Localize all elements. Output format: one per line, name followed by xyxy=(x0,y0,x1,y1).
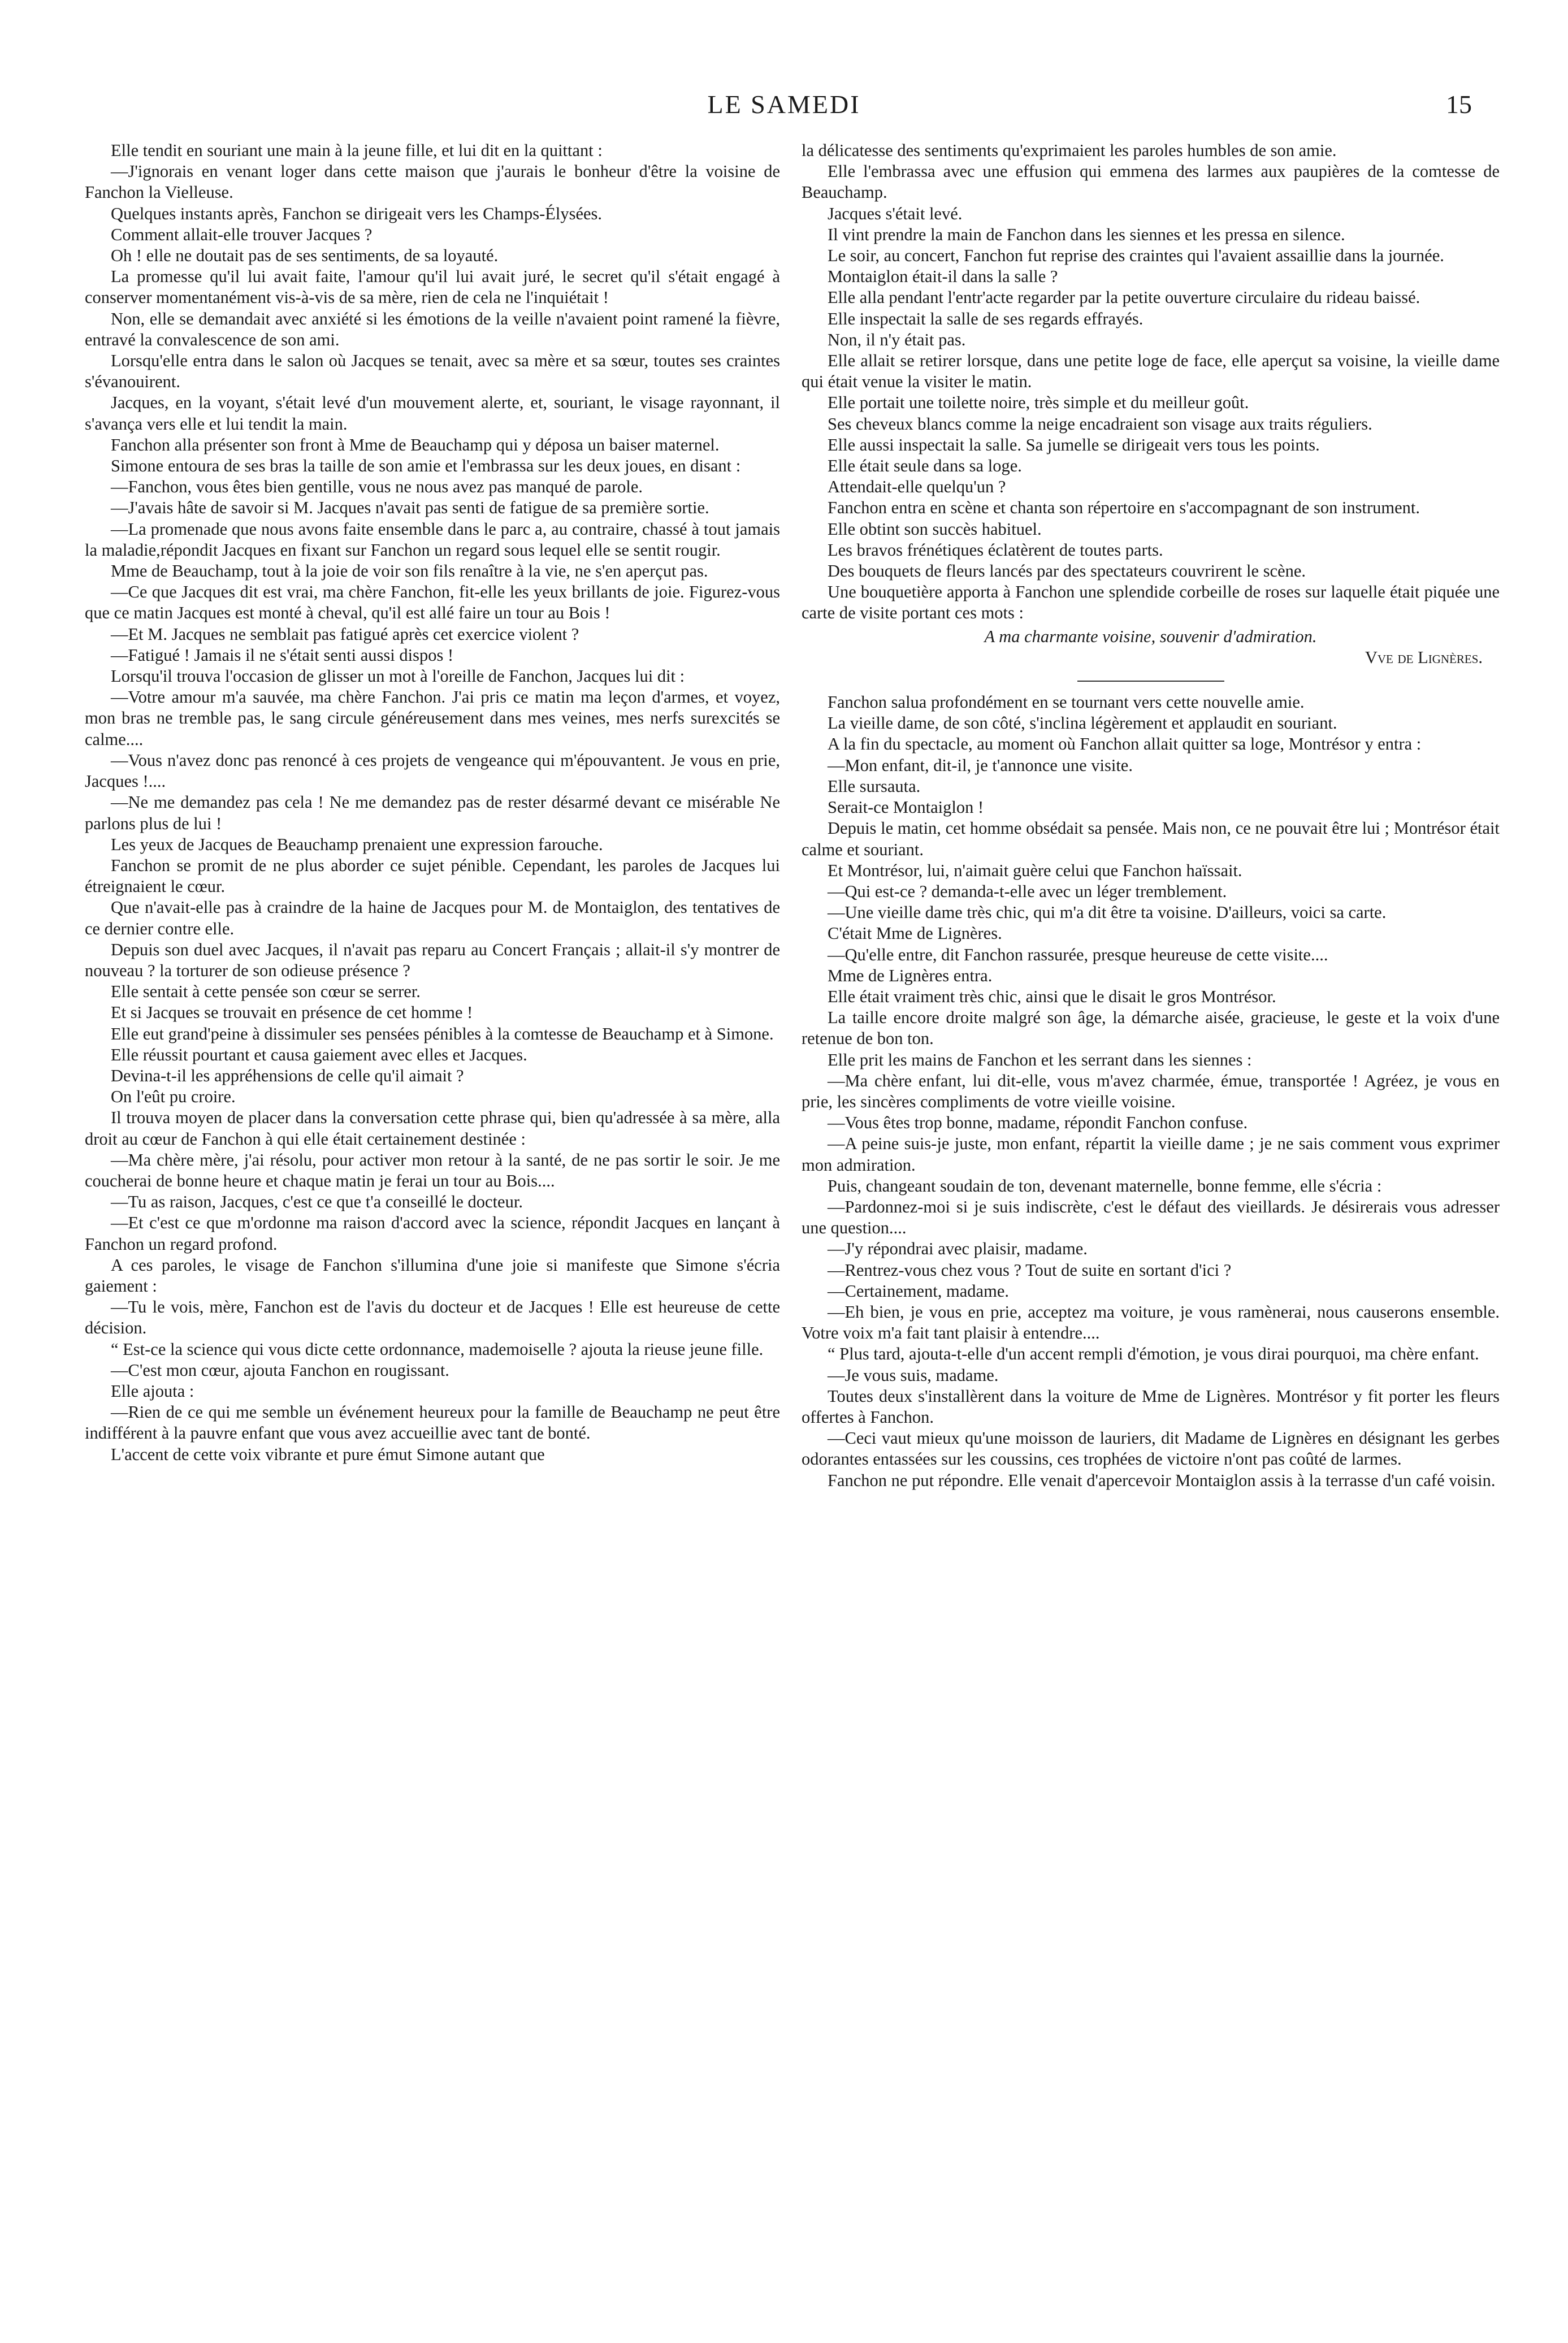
paragraph: Elle ajouta : xyxy=(111,1381,194,1401)
paragraph: Non, elle se demandait avec anxiété si les émotions de la veille n'avaient point ramené la fièvre, entravé la convalescence de son ami. xyxy=(85,309,780,349)
paragraph: Il trouva moyen de placer dans la conversation cette phrase qui, bien qu'adressée à sa mère, alla droit au cœur de Fanchon à qui elle était certainement destinée : xyxy=(85,1108,780,1149)
paragraph: Il vint prendre la main de Fanchon dans les siennes et les pressa en silence. xyxy=(828,224,1345,244)
paragraph: Fanchon salua profondément en se tournant vers cette nouvelle amie. xyxy=(828,692,1305,712)
left-text-column xyxy=(85,140,780,1465)
paragraph: Elle sentait à cette pensée son cœur se serrer. xyxy=(111,982,421,1002)
paragraph: Que n'avait-elle pas à craindre de la haine de Jacques pour M. de Montaiglon, des tentatives de ce dernier contre elle. xyxy=(85,898,780,938)
paragraph: —Rentrez-vous chez vous ? Tout de suite en sortant d'ici ? xyxy=(828,1260,1232,1280)
page-number: 15 xyxy=(1446,90,1472,119)
paragraph: —Tu le vois, mère, Fanchon est de l'avis du docteur et de Jacques ! Elle est heureuse de cette décision. xyxy=(85,1297,780,1338)
paragraph: —La promenade que nous avons faite ensemble dans le parc a, au contraire, chassé à tout jamais la maladie,répondit Jacques en fixant sur Fanchon un regard sous lequel elle se sentit rougir. xyxy=(85,519,780,560)
paragraph: Elle était seule dans sa loge. xyxy=(828,456,1022,476)
paragraph: Depuis le matin, cet homme obsédait sa pensée. Mais non, ce ne pouvait être lui ; Montrésor était calme et souriant. xyxy=(802,818,1500,859)
paragraph: Attendait-elle quelqu'un ? xyxy=(828,477,1006,497)
paragraph: Elle aussi inspectait la salle. Sa jumelle se dirigeait vers tous les points. xyxy=(828,435,1320,454)
paragraph: —Vous êtes trop bonne, madame, répondit Fanchon confuse. xyxy=(828,1113,1248,1133)
paragraph: C'était Mme de Lignères. xyxy=(828,924,1002,943)
right-text-column xyxy=(802,140,1500,1491)
paragraph: —Qu'elle entre, dit Fanchon rassurée, presque heureuse de cette visite.... xyxy=(828,945,1328,964)
paragraph: —Tu as raison, Jacques, c'est ce que t'a conseillé le docteur. xyxy=(111,1192,523,1212)
paragraph: —Rien de ce qui me semble un événement heureux pour la famille de Beauchamp ne peut être indifférent à la pauvre enfant que vous avez accueillie avec tant de bonté. xyxy=(85,1402,780,1443)
paragraph: Oh ! elle ne doutait pas de ses sentiments, de sa loyauté. xyxy=(111,246,499,266)
paragraph: Ses cheveux blancs comme la neige encadraient son visage aux traits réguliers. xyxy=(828,414,1372,434)
paragraph: Fanchon se promit de ne plus aborder ce sujet pénible. Cependant, les paroles de Jacques lui étreignaient le cœur. xyxy=(85,855,780,897)
paragraph: Lorsqu'elle entra dans le salon où Jacques se tenait, avec sa mère et sa sœur, toutes ses craintes s'évanouirent. xyxy=(85,351,780,392)
journal-title: LE SAMEDI xyxy=(707,90,861,119)
paragraph: Serait-ce Montaiglon ! xyxy=(828,798,984,817)
paragraph: —Fatigué ! Jamais il ne s'était senti aussi dispos ! xyxy=(111,645,454,665)
paragraph: —Et M. Jacques ne semblait pas fatigué après cet exercice violent ? xyxy=(111,624,579,644)
paragraph: —Ceci vaut mieux qu'une moisson de lauriers, dit Madame de Lignères en désignant les gerbes odorantes entassées sur les coussins, ces trophées de victoire n'ont pas coûté de larmes. xyxy=(802,1428,1500,1469)
visiting-card-dedication: A ma charmante voisine, souvenir d'admiration. xyxy=(984,626,1317,646)
paragraph: “ Est-ce la science qui vous dicte cette ordonnance, mademoiselle ? ajouta la rieuse jeune fille. xyxy=(111,1339,764,1359)
paragraph: Elle était vraiment très chic, ainsi que le disait le gros Montrésor. xyxy=(828,986,1276,1006)
paragraph: —J'avais hâte de savoir si M. Jacques n'avait pas senti de fatigue de sa première sortie. xyxy=(111,498,709,518)
paragraph: Puis, changeant soudain de ton, devenant maternelle, bonne femme, elle s'écria : xyxy=(828,1176,1382,1196)
paragraph: Toutes deux s'installèrent dans la voiture de Mme de Lignères. Montrésor y fit porter les fleurs offertes à Fanchon. xyxy=(802,1386,1500,1427)
paragraph: Mme de Lignères entra. xyxy=(828,965,993,985)
paragraph: Fanchon entra en scène et chanta son répertoire en s'accompagnant de son instrument. xyxy=(828,498,1420,518)
paragraph: Et si Jacques se trouvait en présence de cet homme ! xyxy=(111,1003,473,1023)
right-column-bottom-text xyxy=(802,692,1500,1491)
paragraph: Elle l'embrassa avec une effusion qui emmena des larmes aux paupières de la comtesse de Beauchamp. xyxy=(802,162,1500,202)
paragraph: —Je vous suis, madame. xyxy=(828,1365,999,1385)
paragraph: Des bouquets de fleurs lancés par des spectateurs couvrirent le scène. xyxy=(828,561,1306,581)
paragraph: Elle eut grand'peine à dissimuler ses pensées pénibles à la comtesse de Beauchamp et à Simone. xyxy=(111,1024,774,1043)
paragraph: Elle allait se retirer lorsque, dans une petite loge de face, elle aperçut sa voisine, la vieille dame qui était venue la visiter le matin. xyxy=(802,351,1500,392)
paragraph: Jacques s'était levé. xyxy=(828,203,963,223)
paragraph: —Ne me demandez pas cela ! Ne me demandez pas de rester désarmé devant ce misérable Ne parlons plus de lui ! xyxy=(85,792,780,833)
paragraph: —A peine suis-je juste, mon enfant, répartit la vieille dame ; je ne sais comment vous exprimer mon admiration. xyxy=(802,1134,1500,1175)
paragraph: —Pardonnez-moi si je suis indiscrète, c'est le défaut des vieillards. Je désirerais vous adresser une question.... xyxy=(802,1197,1500,1238)
paragraph: Et Montrésor, lui, n'aimait guère celui que Fanchon haïssait. xyxy=(828,860,1242,880)
paragraph: —C'est mon cœur, ajouta Fanchon en rougissant. xyxy=(111,1360,449,1380)
paragraph: La taille encore droite malgré son âge, la démarche aisée, gracieuse, le geste et la voix d'une retenue de bon ton. xyxy=(802,1008,1500,1049)
paragraph: La vieille dame, de son côté, s'inclina légèrement et applaudit en souriant. xyxy=(828,713,1337,733)
paragraph: —J'ignorais en venant loger dans cette maison que j'aurais le bonheur d'être la voisine de Fanchon la Vielleuse. xyxy=(85,162,780,202)
paragraph: Elle obtint son succès habituel. xyxy=(828,519,1042,539)
paragraph: Devina-t-il les appréhensions de celle qu'il aimait ? xyxy=(111,1066,464,1085)
paragraph: Le soir, au concert, Fanchon fut reprise des craintes qui l'avaient assaillie dans la journée. xyxy=(828,246,1444,266)
paragraph: Montaiglon était-il dans la salle ? xyxy=(828,267,1058,287)
paragraph: A ces paroles, le visage de Fanchon s'illumina d'une joie si manifeste que Simone s'écria gaiement : xyxy=(85,1255,780,1296)
paragraph: Simone entoura de ses bras la taille de son amie et l'embrassa sur les deux joues, en disant : xyxy=(111,456,741,476)
paragraph: —Une vieille dame très chic, qui m'a dit être ta voisine. D'ailleurs, voici sa carte. xyxy=(828,903,1387,923)
paragraph: —Votre amour m'a sauvée, ma chère Fanchon. J'ai pris ce matin ma leçon d'armes, et voyez, mon bras ne tremble pas, le sang circule généreusement dans mes veines, mes nerfs surexcités se calme.... xyxy=(85,687,780,749)
paragraph: La promesse qu'il lui avait faite, l'amour qu'il lui avait juré, le secret qu'il s'était engagé à conserver momentanément vis-à-vis de sa mère, rien de cela ne l'inquiétait ! xyxy=(85,267,780,308)
paragraph: Elle prit les mains de Fanchon et les serrant dans les siennes : xyxy=(828,1050,1252,1069)
paragraph: Une bouquetière apporta à Fanchon une splendide corbeille de roses sur laquelle était piquée une carte de visite portant ces mots : xyxy=(802,582,1500,623)
paragraph: —Certainement, madame. xyxy=(828,1281,1009,1301)
paragraph: —Fanchon, vous êtes bien gentille, vous ne nous avez pas manqué de parole. xyxy=(111,477,643,497)
paragraph: —Mon enfant, dit-il, je t'annonce une visite. xyxy=(828,755,1133,775)
page-header xyxy=(85,89,1483,123)
paragraph: Fanchon alla présenter son front à Mme de Beauchamp qui y déposa un baiser maternel. xyxy=(111,435,720,454)
paragraph: Mme de Beauchamp, tout à la joie de voir son fils renaître à la vie, ne s'en aperçut pas. xyxy=(111,561,708,581)
paragraph: —Et c'est ce que m'ordonne ma raison d'accord avec la science, répondit Jacques en lançant à Fanchon un regard profond. xyxy=(85,1213,780,1254)
paragraph: —Ma chère enfant, lui dit-elle, vous m'avez charmée, émue, transportée ! Agréez, je vous en prie, les sincères compliments de votre vieille voisine. xyxy=(802,1071,1500,1111)
paragraph: Elle alla pendant l'entr'acte regarder par la petite ouverture circulaire du rideau baissé. xyxy=(828,288,1420,308)
paragraph: Depuis son duel avec Jacques, il n'avait pas reparu au Concert Français ; allait-il s'y montrer de nouveau ? la torturer de son odieuse présence ? xyxy=(85,939,780,980)
paragraph: —J'y répondrai avec plaisir, madame. xyxy=(828,1239,1088,1259)
paragraph: Elle inspectait la salle de ses regards effrayés. xyxy=(828,309,1143,328)
paragraph: la délicatesse des sentiments qu'exprimaient les paroles humbles de son amie. xyxy=(802,141,1337,160)
paragraph: Elle tendit en souriant une main à la jeune fille, et lui dit en la quittant : xyxy=(111,141,603,160)
paragraph: Elle portait une toilette noire, très simple et du meilleur goût. xyxy=(828,393,1249,413)
paragraph: Jacques, en la voyant, s'était levé d'un mouvement alerte, et, souriant, le visage rayonnant, il s'avança vers elle et lui tendit la main. xyxy=(85,393,780,434)
paragraph: “ Plus tard, ajouta-t-elle d'un accent rempli d'émotion, je vous dirai pourquoi, ma chère enfant. xyxy=(828,1344,1479,1364)
paragraph: —Ma chère mère, j'ai résolu, pour activer mon retour à la santé, de ne pas sortir le soir. Je me coucherai de bonne heure et chaque matin je ferai un tour au Bois.... xyxy=(85,1150,780,1190)
paragraph: —Eh bien, je vous en prie, acceptez ma voiture, je vous ramènerai, nous causerons ensemble. Votre voix m'a fait tant plaisir à entendre.... xyxy=(802,1302,1500,1343)
paragraph: —Vous n'avez donc pas renoncé à ces projets de vengeance qui m'épouvantent. Je vous en prie, Jacques !.... xyxy=(85,750,780,791)
paragraph: —Qui est-ce ? demanda-t-elle avec un léger tremblement. xyxy=(828,881,1227,901)
paragraph: L'accent de cette voix vibrante et pure émut Simone autant que xyxy=(111,1444,545,1464)
paragraph: —Ce que Jacques dit est vrai, ma chère Fanchon, fit-elle les yeux brillants de joie. Figurez-vous que ce matin Jacques est monté à cheval, qu'il est allé faire un tour au Bois ! xyxy=(85,582,780,623)
paragraph: Quelques instants après, Fanchon se dirigeait vers les Champs-Élysées. xyxy=(111,203,603,223)
section-divider xyxy=(1077,681,1224,682)
paragraph: Elle réussit pourtant et causa gaiement avec elles et Jacques. xyxy=(111,1045,527,1064)
visiting-card-signature: Vve de Lignères. xyxy=(1365,647,1483,667)
paragraph: Elle sursauta. xyxy=(828,776,921,796)
paragraph: Lorsqu'il trouva l'occasion de glisser un mot à l'oreille de Fanchon, Jacques lui dit : xyxy=(111,666,685,686)
paragraph: Les yeux de Jacques de Beauchamp prenaient une expression farouche. xyxy=(111,834,603,854)
paragraph: Comment allait-elle trouver Jacques ? xyxy=(111,224,372,244)
paragraph: On l'eût pu croire. xyxy=(111,1087,236,1107)
right-column-top-text xyxy=(802,140,1500,624)
paragraph: Fanchon ne put répondre. Elle venait d'apercevoir Montaiglon assis à la terrasse d'un café voisin. xyxy=(828,1470,1496,1490)
paragraph: A la fin du spectacle, au moment où Fanchon allait quitter sa loge, Montrésor y entra : xyxy=(828,734,1422,754)
paragraph: Les bravos frénétiques éclatèrent de toutes parts. xyxy=(828,540,1163,560)
paragraph: Non, il n'y était pas. xyxy=(828,330,966,349)
